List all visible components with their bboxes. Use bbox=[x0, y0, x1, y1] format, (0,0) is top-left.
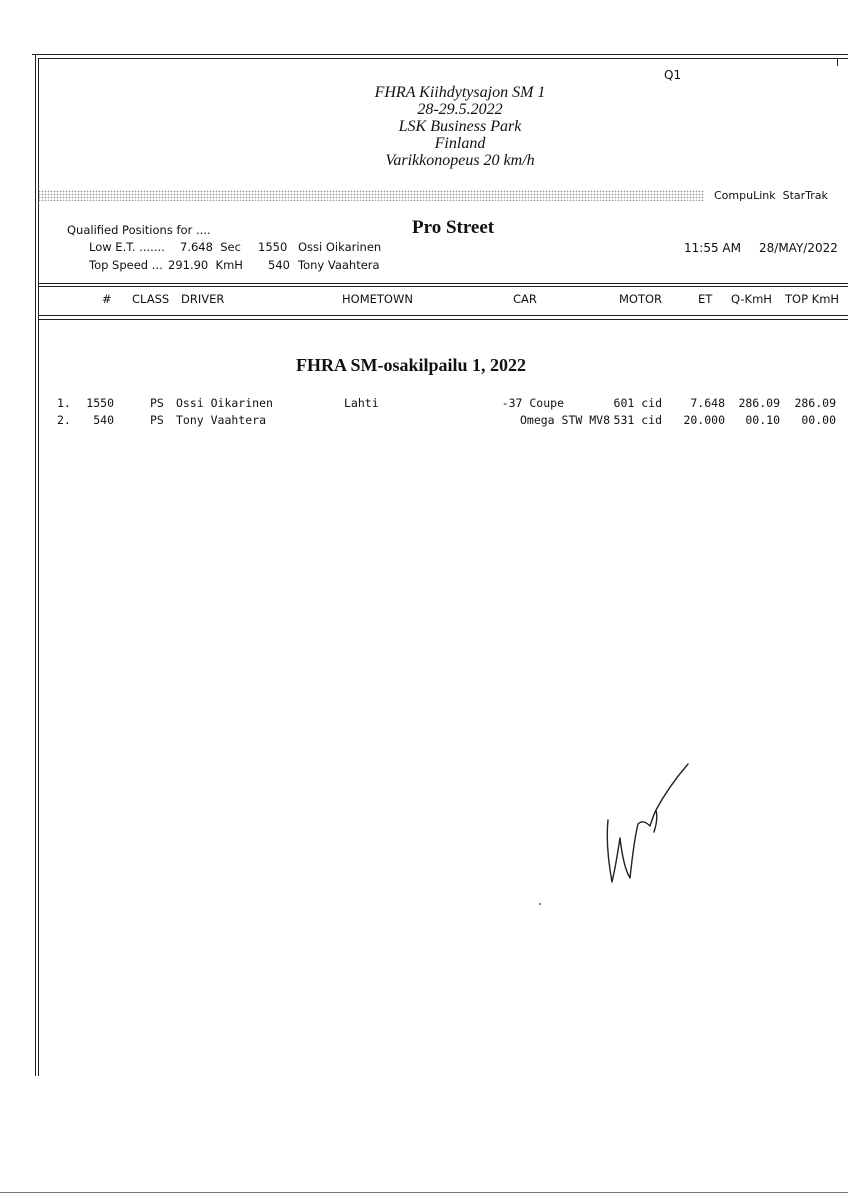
top-speed-label: Top Speed ... bbox=[89, 258, 163, 272]
row-et: 20.000 bbox=[683, 413, 725, 427]
row-motor: 601 cid bbox=[613, 396, 662, 410]
columns-divider-1 bbox=[38, 315, 848, 316]
frame-left-rule-inner bbox=[38, 58, 39, 1076]
top-speed-value: 291.90 KmH bbox=[168, 258, 243, 272]
top-speed-car: 540 bbox=[268, 258, 290, 272]
row-hometown: Lahti bbox=[344, 396, 379, 410]
row-car: -37 Coupe bbox=[501, 396, 564, 410]
col-header-et: ET bbox=[698, 292, 713, 306]
header-divider-2 bbox=[38, 286, 848, 287]
class-title: Pro Street bbox=[412, 217, 495, 238]
frame-top-rule bbox=[32, 54, 848, 55]
print-time: 11:55 AM bbox=[684, 241, 741, 255]
col-header-motor: MOTOR bbox=[619, 292, 663, 306]
col-header-driver: DRIVER bbox=[181, 292, 225, 306]
bottom-rule bbox=[0, 1192, 848, 1193]
frame-left-rule bbox=[35, 54, 36, 1076]
col-header-car: CAR bbox=[513, 292, 537, 306]
top-speed-driver: Tony Vaahtera bbox=[298, 258, 380, 272]
event-dates: 28-29.5.2022 bbox=[417, 101, 503, 118]
frame-right-rule bbox=[837, 58, 838, 66]
col-header-qkmh: Q-KmH bbox=[731, 292, 772, 306]
frame-top-rule-inner bbox=[38, 58, 848, 59]
row-car: Omega STW MV8 bbox=[519, 413, 610, 427]
sheet-code: Q1 bbox=[664, 68, 682, 82]
row-motor: 531 cid bbox=[613, 413, 662, 427]
row-topkmh: 286.09 bbox=[794, 396, 836, 410]
low-et-label: Low E.T. ....... bbox=[89, 240, 165, 254]
row-car-number: 540 bbox=[93, 413, 114, 427]
print-date: 28/MAY/2022 bbox=[759, 241, 838, 255]
row-position: 1. bbox=[57, 396, 71, 410]
low-et-value: 7.648 Sec bbox=[180, 240, 241, 254]
table-row bbox=[0, 413, 848, 427]
col-header-num: # bbox=[102, 292, 112, 306]
stray-mark bbox=[539, 903, 541, 905]
col-header-hometown: HOMETOWN bbox=[342, 292, 413, 306]
row-topkmh: 00.00 bbox=[801, 413, 836, 427]
columns-divider-2 bbox=[38, 319, 848, 320]
row-driver: Ossi Oikarinen bbox=[176, 396, 273, 410]
row-class: PS bbox=[150, 396, 164, 410]
row-et: 7.648 bbox=[690, 396, 725, 410]
low-et-driver: Ossi Oikarinen bbox=[298, 240, 382, 254]
system-name: CompuLink StarTrak bbox=[714, 189, 828, 202]
event-country: Finland bbox=[434, 135, 486, 152]
low-et-car: 1550 bbox=[258, 240, 288, 254]
dotted-band bbox=[38, 190, 704, 201]
event-name: FHRA Kiihdytysajon SM 1 bbox=[374, 84, 546, 101]
row-driver: Tony Vaahtera bbox=[176, 413, 267, 427]
row-qkmh: 286.09 bbox=[738, 396, 780, 410]
row-class: PS bbox=[150, 413, 164, 427]
col-header-topkmh: TOP KmH bbox=[785, 292, 840, 306]
row-car-number: 1550 bbox=[86, 396, 114, 410]
event-venue: LSK Business Park bbox=[398, 118, 522, 135]
row-qkmh: 00.10 bbox=[745, 413, 780, 427]
event-title: FHRA SM-osakilpailu 1, 2022 bbox=[296, 355, 527, 375]
table-row bbox=[0, 396, 848, 410]
qualified-label: Qualified Positions for .... bbox=[67, 223, 211, 237]
header-divider-1 bbox=[38, 283, 848, 284]
row-position: 2. bbox=[57, 413, 71, 427]
event-note: Varikkonopeus 20 km/h bbox=[385, 152, 535, 169]
signature bbox=[590, 760, 700, 890]
col-header-class: CLASS bbox=[132, 292, 170, 306]
